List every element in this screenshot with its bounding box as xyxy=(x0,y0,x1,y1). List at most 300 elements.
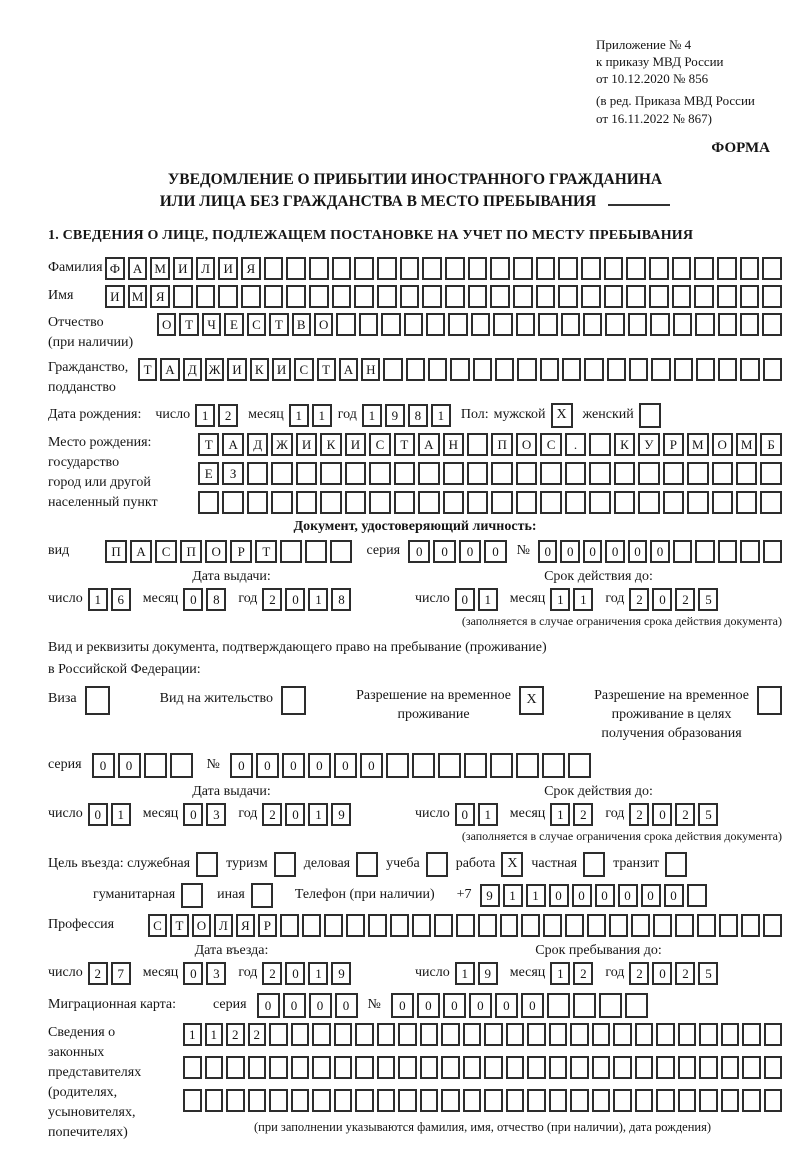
char-box[interactable]: М xyxy=(150,257,170,280)
char-box[interactable] xyxy=(354,257,374,280)
char-box[interactable] xyxy=(493,313,512,336)
char-box[interactable] xyxy=(320,462,341,485)
option-visa-checkbox[interactable] xyxy=(85,686,110,715)
char-box[interactable]: 7 xyxy=(111,962,131,985)
char-box[interactable]: 0 xyxy=(664,884,684,907)
char-box[interactable]: 0 xyxy=(285,962,305,985)
char-box[interactable] xyxy=(653,914,672,937)
char-box[interactable] xyxy=(183,1089,202,1112)
char-box[interactable] xyxy=(490,753,513,778)
char-box[interactable] xyxy=(695,540,714,563)
char-box[interactable] xyxy=(183,1056,202,1079)
char-box[interactable]: 0 xyxy=(572,884,592,907)
char-box[interactable]: 1 xyxy=(455,962,475,985)
char-box[interactable] xyxy=(762,285,782,308)
char-box[interactable]: 3 xyxy=(206,803,226,826)
char-box[interactable] xyxy=(694,257,714,280)
char-box[interactable] xyxy=(542,753,565,778)
char-box[interactable] xyxy=(280,914,299,937)
char-box[interactable] xyxy=(699,1056,718,1079)
char-box[interactable] xyxy=(355,1023,374,1046)
char-box[interactable] xyxy=(635,1089,654,1112)
char-box[interactable]: 0 xyxy=(334,753,357,778)
char-box[interactable] xyxy=(398,1089,417,1112)
char-box[interactable] xyxy=(359,313,378,336)
char-box[interactable] xyxy=(456,914,475,937)
char-box[interactable] xyxy=(506,1056,525,1079)
char-box[interactable] xyxy=(291,1023,310,1046)
char-box[interactable]: А xyxy=(130,540,152,563)
char-box[interactable] xyxy=(613,1089,632,1112)
char-box[interactable] xyxy=(468,285,488,308)
char-box[interactable]: 5 xyxy=(698,803,718,826)
char-box[interactable] xyxy=(394,491,415,514)
char-box[interactable]: С xyxy=(155,540,177,563)
char-box[interactable]: 1 xyxy=(308,962,328,985)
char-box[interactable]: С xyxy=(148,914,167,937)
char-box[interactable] xyxy=(638,491,659,514)
char-box[interactable] xyxy=(291,1056,310,1079)
char-box[interactable] xyxy=(513,257,533,280)
char-box[interactable] xyxy=(467,491,488,514)
char-box[interactable] xyxy=(536,285,556,308)
char-box[interactable]: Ф xyxy=(105,257,125,280)
char-box[interactable] xyxy=(309,257,329,280)
char-box[interactable] xyxy=(740,358,759,381)
char-box[interactable]: 9 xyxy=(480,884,500,907)
char-box[interactable] xyxy=(540,358,559,381)
char-box[interactable] xyxy=(592,1023,611,1046)
char-box[interactable] xyxy=(712,462,733,485)
char-box[interactable]: Д xyxy=(183,358,202,381)
char-box[interactable]: 0 xyxy=(308,753,331,778)
char-box[interactable] xyxy=(241,285,261,308)
char-box[interactable] xyxy=(491,462,512,485)
char-box[interactable]: 0 xyxy=(628,540,647,563)
char-box[interactable] xyxy=(527,1023,546,1046)
char-box[interactable] xyxy=(198,491,219,514)
char-box[interactable] xyxy=(369,462,390,485)
char-box[interactable] xyxy=(412,753,435,778)
char-box[interactable] xyxy=(549,1023,568,1046)
char-box[interactable] xyxy=(196,285,216,308)
char-box[interactable]: Т xyxy=(138,358,157,381)
char-box[interactable]: 0 xyxy=(455,803,475,826)
char-box[interactable] xyxy=(264,285,284,308)
char-box[interactable] xyxy=(467,433,488,456)
char-box[interactable]: 8 xyxy=(331,588,351,611)
char-box[interactable] xyxy=(400,285,420,308)
char-box[interactable]: 0 xyxy=(650,540,669,563)
char-box[interactable] xyxy=(764,1023,783,1046)
char-box[interactable] xyxy=(450,358,469,381)
char-box[interactable] xyxy=(587,914,606,937)
char-box[interactable] xyxy=(687,462,708,485)
char-box[interactable] xyxy=(312,1023,331,1046)
char-box[interactable] xyxy=(614,462,635,485)
char-box[interactable] xyxy=(286,285,306,308)
char-box[interactable]: Р xyxy=(663,433,684,456)
char-box[interactable]: У xyxy=(638,433,659,456)
char-box[interactable] xyxy=(369,491,390,514)
char-box[interactable]: Н xyxy=(361,358,380,381)
char-box[interactable] xyxy=(649,285,669,308)
char-box[interactable]: 1 xyxy=(308,588,328,611)
char-box[interactable]: 2 xyxy=(88,962,108,985)
char-box[interactable] xyxy=(521,914,540,937)
char-box[interactable] xyxy=(592,1089,611,1112)
char-box[interactable]: 5 xyxy=(698,588,718,611)
char-box[interactable]: 2 xyxy=(629,962,649,985)
char-box[interactable] xyxy=(305,540,327,563)
char-box[interactable]: 0 xyxy=(469,993,492,1018)
char-box[interactable]: О xyxy=(516,433,537,456)
char-box[interactable] xyxy=(695,313,714,336)
char-box[interactable]: 1 xyxy=(308,803,328,826)
char-box[interactable]: 2 xyxy=(573,803,593,826)
char-box[interactable] xyxy=(386,753,409,778)
char-box[interactable]: 2 xyxy=(262,962,282,985)
char-box[interactable] xyxy=(764,1056,783,1079)
char-box[interactable] xyxy=(570,1056,589,1079)
char-box[interactable]: Л xyxy=(196,257,216,280)
char-box[interactable] xyxy=(573,993,596,1018)
char-box[interactable] xyxy=(269,1089,288,1112)
char-box[interactable]: 0 xyxy=(283,993,306,1018)
char-box[interactable] xyxy=(675,914,694,937)
char-box[interactable] xyxy=(445,257,465,280)
char-box[interactable] xyxy=(717,257,737,280)
char-box[interactable]: Д xyxy=(247,433,268,456)
char-box[interactable] xyxy=(656,1056,675,1079)
char-box[interactable]: Ж xyxy=(205,358,224,381)
char-box[interactable]: 0 xyxy=(455,588,475,611)
char-box[interactable] xyxy=(248,1089,267,1112)
char-box[interactable] xyxy=(558,285,578,308)
char-box[interactable] xyxy=(247,462,268,485)
char-box[interactable]: О xyxy=(314,313,333,336)
char-box[interactable] xyxy=(438,753,461,778)
char-box[interactable] xyxy=(672,257,692,280)
char-box[interactable] xyxy=(568,753,591,778)
char-box[interactable] xyxy=(719,914,738,937)
char-box[interactable] xyxy=(721,1056,740,1079)
char-box[interactable] xyxy=(330,540,352,563)
char-box[interactable] xyxy=(631,914,650,937)
char-box[interactable] xyxy=(678,1089,697,1112)
char-box[interactable] xyxy=(422,285,442,308)
char-box[interactable]: С xyxy=(247,313,266,336)
char-box[interactable] xyxy=(398,1023,417,1046)
char-box[interactable] xyxy=(291,1089,310,1112)
char-box[interactable] xyxy=(280,540,302,563)
char-box[interactable] xyxy=(463,1089,482,1112)
char-box[interactable] xyxy=(296,491,317,514)
char-box[interactable]: Т xyxy=(179,313,198,336)
char-box[interactable]: 1 xyxy=(478,803,498,826)
char-box[interactable]: А xyxy=(418,433,439,456)
char-box[interactable] xyxy=(764,1089,783,1112)
char-box[interactable] xyxy=(599,993,622,1018)
char-box[interactable] xyxy=(332,285,352,308)
char-box[interactable] xyxy=(346,914,365,937)
char-box[interactable] xyxy=(674,358,693,381)
char-box[interactable]: 0 xyxy=(335,993,358,1018)
char-box[interactable] xyxy=(471,313,490,336)
char-box[interactable] xyxy=(302,914,321,937)
char-box[interactable]: 0 xyxy=(118,753,141,778)
char-box[interactable] xyxy=(656,1089,675,1112)
char-box[interactable]: 0 xyxy=(285,588,305,611)
char-box[interactable] xyxy=(484,1056,503,1079)
char-box[interactable]: 2 xyxy=(573,962,593,985)
char-box[interactable]: Т xyxy=(269,313,288,336)
char-box[interactable]: 0 xyxy=(309,993,332,1018)
char-box[interactable] xyxy=(377,1023,396,1046)
char-box[interactable] xyxy=(592,1056,611,1079)
char-box[interactable]: Я xyxy=(150,285,170,308)
char-box[interactable]: 0 xyxy=(459,540,481,563)
char-box[interactable] xyxy=(607,358,626,381)
char-box[interactable] xyxy=(247,491,268,514)
char-box[interactable] xyxy=(495,358,514,381)
char-box[interactable] xyxy=(312,1089,331,1112)
char-box[interactable]: Ч xyxy=(202,313,221,336)
char-box[interactable]: 2 xyxy=(675,962,695,985)
char-box[interactable] xyxy=(736,462,757,485)
char-box[interactable] xyxy=(742,1056,761,1079)
char-box[interactable] xyxy=(605,313,624,336)
char-box[interactable]: С xyxy=(294,358,313,381)
char-box[interactable] xyxy=(418,462,439,485)
char-box[interactable]: 0 xyxy=(417,993,440,1018)
char-box[interactable] xyxy=(549,1089,568,1112)
char-box[interactable] xyxy=(434,914,453,937)
char-box[interactable] xyxy=(390,914,409,937)
char-box[interactable]: О xyxy=(157,313,176,336)
char-box[interactable] xyxy=(271,491,292,514)
char-box[interactable] xyxy=(673,313,692,336)
char-box[interactable]: Р xyxy=(258,914,277,937)
char-box[interactable] xyxy=(271,462,292,485)
char-box[interactable]: . xyxy=(565,433,586,456)
char-box[interactable]: З xyxy=(222,462,243,485)
char-box[interactable] xyxy=(355,1056,374,1079)
char-box[interactable] xyxy=(226,1089,245,1112)
char-box[interactable]: 1 xyxy=(550,803,570,826)
char-box[interactable] xyxy=(740,313,759,336)
char-box[interactable]: 1 xyxy=(289,404,309,427)
char-box[interactable]: 0 xyxy=(560,540,579,563)
char-box[interactable]: 0 xyxy=(605,540,624,563)
char-box[interactable] xyxy=(581,285,601,308)
char-box[interactable]: 0 xyxy=(391,993,414,1018)
char-box[interactable] xyxy=(638,462,659,485)
char-box[interactable] xyxy=(312,1056,331,1079)
char-box[interactable] xyxy=(717,285,737,308)
char-box[interactable] xyxy=(296,462,317,485)
char-box[interactable] xyxy=(678,1023,697,1046)
char-box[interactable]: 1 xyxy=(88,588,108,611)
char-box[interactable] xyxy=(697,914,716,937)
char-box[interactable]: Я xyxy=(236,914,255,937)
char-box[interactable] xyxy=(443,491,464,514)
char-box[interactable] xyxy=(345,462,366,485)
char-box[interactable] xyxy=(565,914,584,937)
char-box[interactable]: 1 xyxy=(431,404,451,427)
char-box[interactable] xyxy=(516,462,537,485)
char-box[interactable]: 0 xyxy=(92,753,115,778)
char-box[interactable] xyxy=(205,1089,224,1112)
char-box[interactable] xyxy=(334,1023,353,1046)
char-box[interactable] xyxy=(426,313,445,336)
char-box[interactable] xyxy=(673,540,692,563)
char-box[interactable]: Р xyxy=(230,540,252,563)
char-box[interactable]: 2 xyxy=(262,803,282,826)
char-box[interactable] xyxy=(570,1023,589,1046)
char-box[interactable] xyxy=(420,1056,439,1079)
char-box[interactable]: 9 xyxy=(478,962,498,985)
char-box[interactable] xyxy=(334,1056,353,1079)
purpose-business-checkbox[interactable] xyxy=(356,852,378,877)
char-box[interactable] xyxy=(609,914,628,937)
char-box[interactable] xyxy=(663,491,684,514)
char-box[interactable] xyxy=(463,1056,482,1079)
char-box[interactable] xyxy=(721,1089,740,1112)
char-box[interactable] xyxy=(383,358,402,381)
char-box[interactable]: 1 xyxy=(312,404,332,427)
char-box[interactable] xyxy=(760,491,781,514)
char-box[interactable] xyxy=(248,1056,267,1079)
char-box[interactable] xyxy=(565,491,586,514)
char-box[interactable]: И xyxy=(173,257,193,280)
char-box[interactable]: 2 xyxy=(262,588,282,611)
char-box[interactable]: П xyxy=(180,540,202,563)
char-box[interactable] xyxy=(377,285,397,308)
char-box[interactable] xyxy=(441,1056,460,1079)
char-box[interactable] xyxy=(400,257,420,280)
char-box[interactable] xyxy=(517,358,536,381)
char-box[interactable] xyxy=(527,1089,546,1112)
char-box[interactable] xyxy=(324,914,343,937)
purpose-official-checkbox[interactable] xyxy=(196,852,218,877)
purpose-tourism-checkbox[interactable] xyxy=(274,852,296,877)
char-box[interactable]: О xyxy=(192,914,211,937)
char-box[interactable]: 0 xyxy=(583,540,602,563)
char-box[interactable] xyxy=(381,313,400,336)
char-box[interactable]: 0 xyxy=(443,993,466,1018)
char-box[interactable]: 1 xyxy=(205,1023,224,1046)
char-box[interactable]: Ж xyxy=(271,433,292,456)
char-box[interactable] xyxy=(656,1023,675,1046)
char-box[interactable] xyxy=(558,257,578,280)
char-box[interactable] xyxy=(443,462,464,485)
char-box[interactable] xyxy=(170,753,193,778)
char-box[interactable] xyxy=(547,993,570,1018)
char-box[interactable]: А xyxy=(339,358,358,381)
char-box[interactable] xyxy=(336,313,355,336)
char-box[interactable]: К xyxy=(320,433,341,456)
char-box[interactable] xyxy=(332,257,352,280)
char-box[interactable] xyxy=(581,257,601,280)
char-box[interactable] xyxy=(628,313,647,336)
char-box[interactable]: Т xyxy=(394,433,415,456)
char-box[interactable] xyxy=(604,257,624,280)
char-box[interactable]: 0 xyxy=(183,962,203,985)
char-box[interactable] xyxy=(741,914,760,937)
char-box[interactable] xyxy=(345,491,366,514)
char-box[interactable]: 2 xyxy=(675,803,695,826)
char-box[interactable] xyxy=(649,257,669,280)
char-box[interactable] xyxy=(320,491,341,514)
char-box[interactable] xyxy=(309,285,329,308)
char-box[interactable] xyxy=(678,1056,697,1079)
char-box[interactable] xyxy=(549,1056,568,1079)
char-box[interactable]: Т xyxy=(198,433,219,456)
char-box[interactable] xyxy=(490,257,510,280)
char-box[interactable] xyxy=(694,285,714,308)
char-box[interactable] xyxy=(536,257,556,280)
purpose-work-checkbox[interactable]: X xyxy=(501,852,523,877)
char-box[interactable] xyxy=(500,914,519,937)
char-box[interactable] xyxy=(468,257,488,280)
char-box[interactable] xyxy=(420,1089,439,1112)
char-box[interactable] xyxy=(650,313,669,336)
char-box[interactable] xyxy=(404,313,423,336)
char-box[interactable] xyxy=(428,358,447,381)
char-box[interactable]: 3 xyxy=(206,962,226,985)
char-box[interactable]: М xyxy=(687,433,708,456)
char-box[interactable] xyxy=(422,257,442,280)
char-box[interactable]: Т xyxy=(255,540,277,563)
char-box[interactable] xyxy=(420,1023,439,1046)
char-box[interactable] xyxy=(463,1023,482,1046)
char-box[interactable] xyxy=(506,1089,525,1112)
char-box[interactable]: 0 xyxy=(549,884,569,907)
char-box[interactable] xyxy=(584,358,603,381)
char-box[interactable]: 1 xyxy=(526,884,546,907)
char-box[interactable]: 0 xyxy=(183,803,203,826)
char-box[interactable] xyxy=(218,285,238,308)
char-box[interactable] xyxy=(589,433,610,456)
char-box[interactable]: 0 xyxy=(595,884,615,907)
char-box[interactable] xyxy=(696,358,715,381)
char-box[interactable]: 9 xyxy=(331,803,351,826)
char-box[interactable] xyxy=(762,257,782,280)
char-box[interactable] xyxy=(635,1023,654,1046)
char-box[interactable] xyxy=(762,313,781,336)
char-box[interactable] xyxy=(629,358,648,381)
char-box[interactable]: 0 xyxy=(641,884,661,907)
char-box[interactable]: 1 xyxy=(503,884,523,907)
char-box[interactable] xyxy=(484,1023,503,1046)
char-box[interactable]: Е xyxy=(198,462,219,485)
char-box[interactable] xyxy=(516,313,535,336)
char-box[interactable] xyxy=(484,1089,503,1112)
char-box[interactable] xyxy=(626,285,646,308)
char-box[interactable]: 0 xyxy=(652,962,672,985)
char-box[interactable] xyxy=(467,462,488,485)
char-box[interactable] xyxy=(626,257,646,280)
char-box[interactable] xyxy=(205,1056,224,1079)
char-box[interactable]: М xyxy=(736,433,757,456)
char-box[interactable] xyxy=(614,491,635,514)
char-box[interactable]: 8 xyxy=(206,588,226,611)
char-box[interactable] xyxy=(721,1023,740,1046)
char-box[interactable]: 9 xyxy=(385,404,405,427)
char-box[interactable] xyxy=(625,993,648,1018)
char-box[interactable]: А xyxy=(128,257,148,280)
